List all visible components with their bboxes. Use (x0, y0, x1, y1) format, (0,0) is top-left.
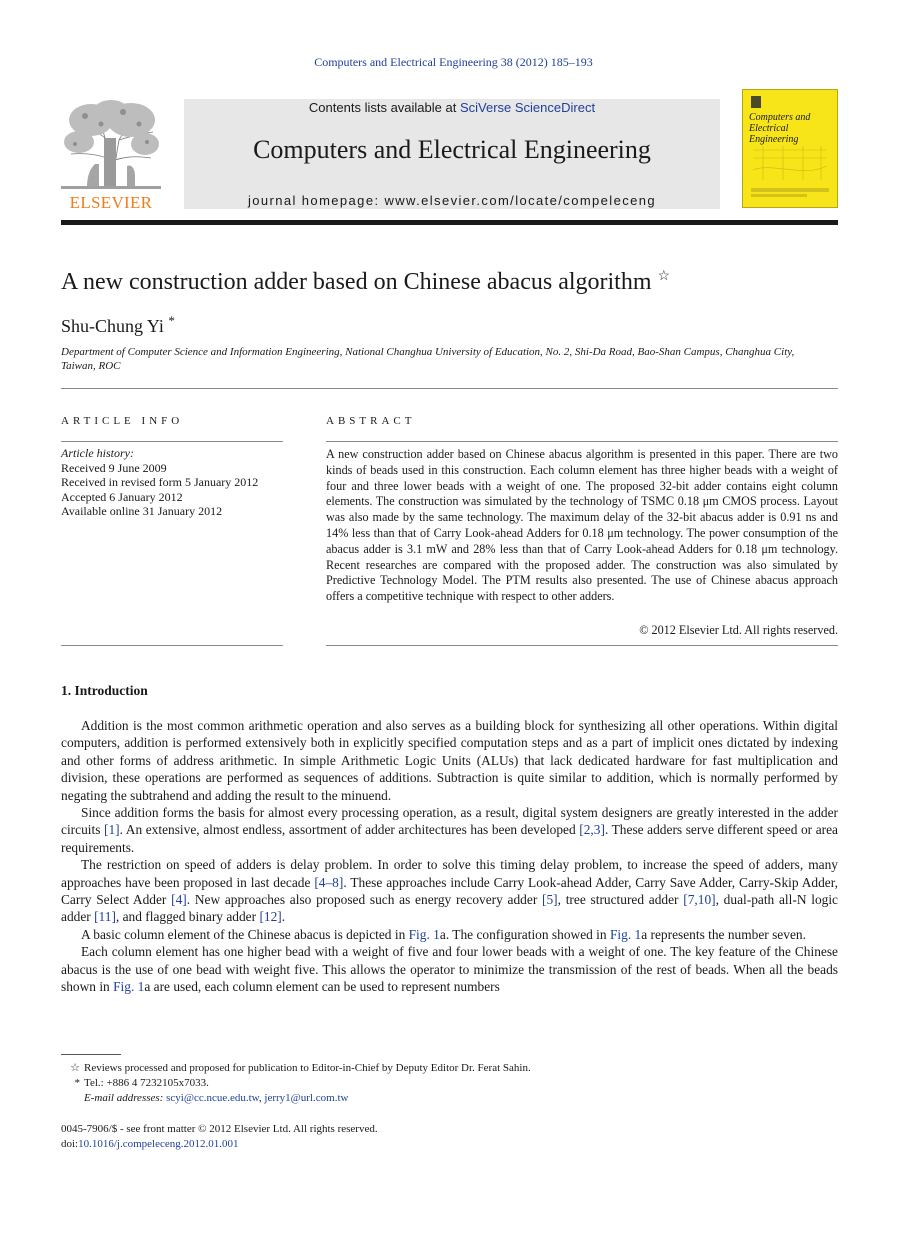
text: . These approaches include Carry Look-ahead Adder, Carry Save Adder, Carry-Skip Adder, Carry Select Adder (61, 874, 838, 908)
article-info-heading: ARTICLE INFO (61, 415, 184, 427)
doi-link[interactable]: 10.1016/j.compeleceng.2012.01.001 (78, 1138, 239, 1150)
doi-label: doi: (61, 1138, 79, 1150)
header-rule (61, 220, 838, 225)
paragraph (61, 926, 838, 943)
email-separator: , (258, 1092, 265, 1104)
text: Each column element has one higher bead with a weight of five and four lower beads with a weight of one. The key feature of the Chinese abacus is the use of one bead with weight five. This allows the operator to minimize the transmission of the rest of beads. When all the beads shown in (61, 944, 838, 995)
citation-link[interactable]: [2,3] (579, 822, 605, 838)
cover-art (743, 90, 837, 207)
text: , and flagged binary adder (115, 909, 260, 925)
doi-line (61, 1137, 378, 1152)
article-history (61, 446, 283, 519)
footnote-editor (61, 1061, 838, 1076)
abstract-text: A new construction adder based on Chinese abacus algorithm is presented in this paper. There are two kinds of beads used in this construction. Each column element has three higher beads with a weight of four and three lower beads with a weight of one. The proposed 32-bit adder contains eight column elements. The construction was simulated by the technology of TSMC 0.18 μm CMOS process. Layout was also made by the same technology. The maximum delay of the 32-bit abacus adder is 0.91 ns and 14% less than that of Carry Look-ahead Adders for 0.18 μm technology. The power consumption of the abacus adder is 3.1 mW and 28% less than that of Carry Look-ahead Adders for 0.18 μm technology. Recent researches are compared with the proposed adder. The construction was also simulated by Predictive Technology Model. The PTM results also presented. The use of Chinese abacus approach offers a competitive technique with respect to other adders. (326, 447, 838, 604)
footnote-email (61, 1091, 838, 1106)
corresponding-author-mark[interactable]: * (168, 313, 175, 328)
divider (326, 441, 838, 442)
affiliation: Department of Computer Science and Information Engineering, National Changhua University of Education, No. 2, Shi-Da Road, Bao-Shan Campus, Changhua City, Taiwan, ROC (61, 346, 795, 372)
article-title (61, 268, 670, 296)
footnote-text: Reviews processed and proposed for publication to Editor-in-Chief by Deputy Editor Dr. Ferat Sahin. (84, 1062, 531, 1074)
figure-link[interactable]: Fig. 1 (408, 926, 440, 942)
abstract-heading: ABSTRACT (326, 415, 416, 427)
text: , dual-path all-N logic adder (61, 892, 838, 925)
citation-link[interactable]: [7,10] (683, 892, 716, 908)
text: A basic column element of the Chinese abacus is depicted in (81, 926, 409, 942)
title-footnote-mark[interactable]: ☆ (657, 269, 671, 284)
figure-link[interactable]: Fig. 1 (113, 979, 145, 995)
journal-cover-thumbnail (742, 89, 838, 208)
introduction-body (61, 717, 838, 996)
citation-link[interactable]: [4–8] (314, 874, 344, 890)
front-matter-notice (61, 1122, 378, 1152)
sciencedirect-link[interactable]: SciVerse ScienceDirect (459, 100, 596, 115)
elsevier-wordmark: ELSEVIER (69, 193, 153, 212)
citation-link[interactable]: [4] (171, 892, 187, 908)
email-link[interactable]: scyi@cc.ncue.edu.tw (166, 1092, 259, 1104)
divider (326, 645, 838, 646)
history-item: Received in revised form 5 January 2012 (61, 475, 259, 489)
history-item: Accepted 6 January 2012 (61, 489, 183, 504)
history-label: Article history: (61, 446, 134, 460)
paragraph: Addition is the most common arithmetic operation and also serves as a building block for synthesizing all other operations. Within digital computers, addition is performed extensively both in explicitly specified computation steps and as a part of implicit ones dictated by indexing and other forms of address arithmetic. In simple Arithmetic Logic Units (ALUs) that lack dedicated hardware for fast multiplication and division, these operations are performed as sequences of additions. Subtraction is quite similar to addition, which is normally performed by negating the subtrahend and adding the result to the minuend. (61, 718, 838, 803)
text: a are used, each column element can be used to represent numbers (144, 979, 500, 995)
text: . (281, 909, 286, 925)
author-name: Shu-Chung Yi (61, 316, 164, 336)
contents-prefix: Contents lists available at (308, 100, 460, 115)
text: , tree structured adder (557, 892, 684, 908)
journal-citation[interactable]: Computers and Electrical Engineering 38 (2012) 185–193 (314, 55, 593, 69)
citation-link[interactable]: [12] (259, 909, 282, 925)
contents-available (184, 100, 720, 115)
journal-name: Computers and Electrical Engineering (253, 135, 651, 164)
text: The restriction on speed of adders is delay problem. In order to solve this timing delay problem, to increase the speed of adders, many approaches have been proposed in last decade (61, 857, 838, 890)
text: . An extensive, almost endless, assortment of adder architectures has been developed (119, 822, 580, 838)
email-link[interactable]: jerry1@url.com.tw (264, 1092, 349, 1104)
divider (61, 645, 283, 646)
article-title-text: A new construction adder based on Chinese abacus algorithm (61, 269, 652, 295)
history-item: Received 9 June 2009 (61, 460, 167, 475)
figure-link[interactable]: Fig. 1 (609, 926, 642, 942)
cover-title: Computers and Electrical Engineering (749, 112, 811, 145)
history-item: Available online 31 January 2012 (61, 504, 223, 518)
footnotes (61, 1061, 838, 1106)
divider (61, 388, 838, 389)
author (61, 313, 175, 337)
citation-link[interactable]: [1] (103, 822, 120, 838)
divider (61, 441, 283, 442)
email-label: E-mail addresses: (84, 1092, 164, 1104)
footnote-mark: * (74, 1077, 80, 1089)
paragraph (61, 804, 838, 856)
footnote-tel (61, 1076, 838, 1091)
text: a represents the number seven. (641, 926, 806, 942)
text: a. The configuration showed in (439, 926, 610, 942)
section-heading: 1. Introduction (61, 683, 148, 698)
copyright-line: © 2012 Elsevier Ltd. All rights reserved. (639, 623, 838, 637)
citation-link[interactable]: [5] (542, 892, 558, 908)
footnote-mark: ☆ (70, 1062, 80, 1074)
paragraph (61, 856, 838, 926)
footnote-rule (61, 1054, 121, 1055)
issn-line: 0045-7906/$ - see front matter © 2012 Elsevier Ltd. All rights reserved. (61, 1123, 378, 1135)
paragraph (61, 943, 838, 995)
citation-link[interactable]: [11] (94, 909, 116, 925)
footnote-text: Tel.: +886 4 7232105x7033. (84, 1077, 209, 1089)
text: . These adders serve different speed or area requirements. (61, 822, 839, 855)
text: Since addition forms the basis for almost every processing operation, as a result, digital system designers are greatly interested in the adder circuits (61, 805, 838, 838)
text: . New approaches also proposed such as energy recovery adder (186, 892, 543, 908)
journal-homepage[interactable]: journal homepage: www.elsevier.com/locate/compeleceng (247, 193, 657, 208)
